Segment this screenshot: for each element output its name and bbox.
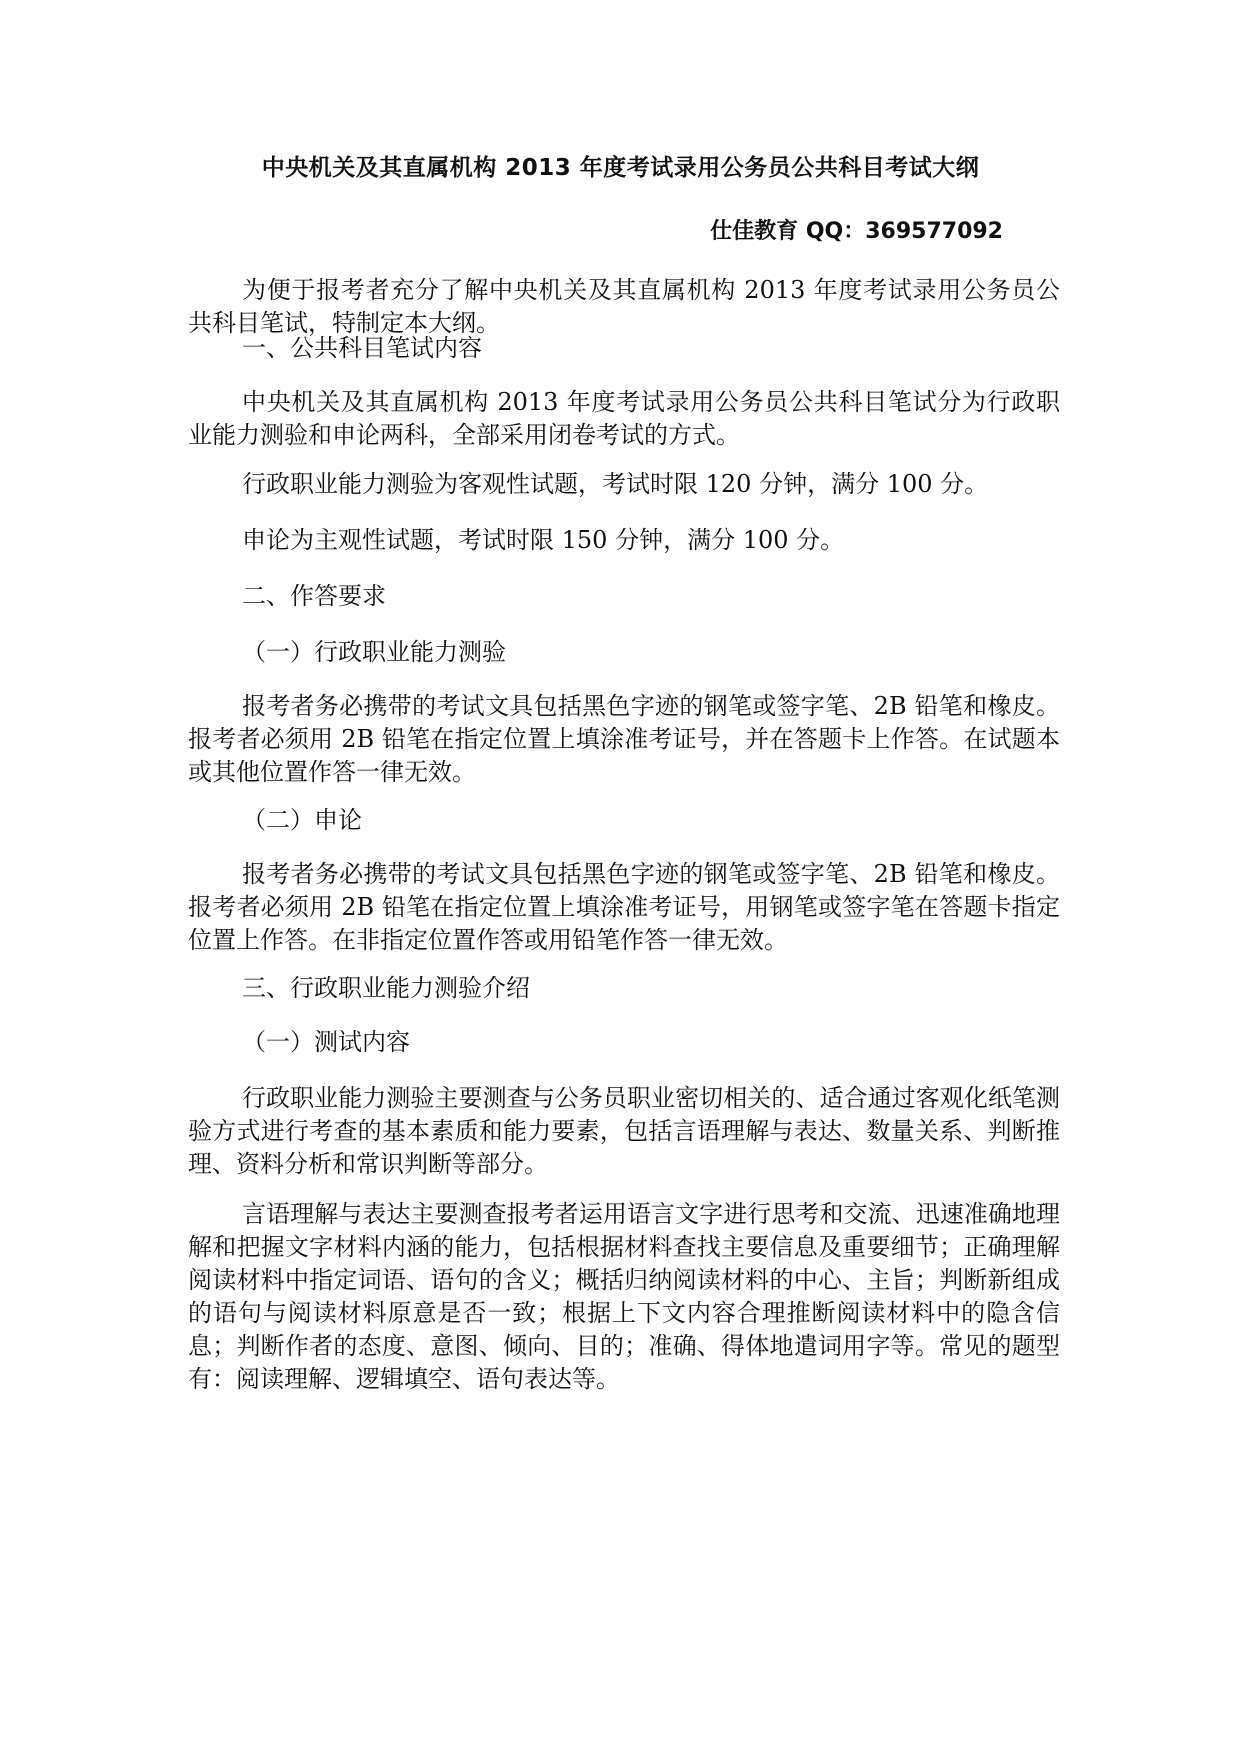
paragraph-aptitude-test-info: 行政职业能力测验为客观性试题，考试时限 120 分钟，满分 100 分。 bbox=[242, 470, 989, 498]
subsection-heading-test-content: （一）测试内容 bbox=[242, 1028, 410, 1056]
intro-paragraph: 为便于报考者充分了解中央机关及其直属机构 2013 年度考试录用公务员公共科目笔试，特制定本大纲。 bbox=[188, 276, 1060, 337]
document-byline: 仕佳教育 QQ：369577092 bbox=[710, 219, 1003, 244]
paragraph-aptitude-requirements: 报考者务必携带的考试文具包括黑色字迹的钢笔或签字笔、2B 铅笔和橡皮。报考者必须用 2B 铅笔在指定位置上填涂准考证号，并在答题卡上作答。在试题本或其他位置作答一律无效。 bbox=[188, 692, 1060, 786]
subsection-heading-essay: （二）申论 bbox=[242, 806, 362, 834]
section-heading-1: 一、公共科目笔试内容 bbox=[242, 334, 482, 362]
paragraph-test-content: 行政职业能力测验主要测查与公务员职业密切相关的、适合通过客观化纸笔测验方式进行考查的基本素质和能力要素，包括言语理解与表达、数量关系、判断推理、资料分析和常识判断等部分。 bbox=[188, 1084, 1060, 1178]
section-heading-3: 三、行政职业能力测验介绍 bbox=[242, 974, 530, 1002]
section-heading-2: 二、作答要求 bbox=[242, 582, 386, 610]
paragraph-verbal-comprehension: 言语理解与表达主要测查报考者运用语言文字进行思考和交流、迅速准确地理解和把握文字材料内涵的能力，包括根据材料查找主要信息及重要细节；正确理解阅读材料中指定词语、语句的含义；概括归纳阅读材料的中心、主旨；判断新组成的语句与阅读材料原意是否一致；根据上下文内容合理推断阅读材料中的隐含信息；判断作者的态度、意图、倾向、目的；准确、得体地遣词用字等。常见的题型有：阅读理解、逻辑填空、语句表达等。 bbox=[188, 1200, 1060, 1393]
document-title: 中央机关及其直属机构 2013 年度考试录用公务员公共科目考试大纲 bbox=[261, 155, 980, 181]
paragraph-exam-subjects: 中央机关及其直属机构 2013 年度考试录用公务员公共科目笔试分为行政职业能力测验和申论两科，全部采用闭卷考试的方式。 bbox=[188, 388, 1060, 449]
paragraph-essay-info: 申论为主观性试题，考试时限 150 分钟，满分 100 分。 bbox=[242, 526, 845, 554]
paragraph-essay-requirements: 报考者务必携带的考试文具包括黑色字迹的钢笔或签字笔、2B 铅笔和橡皮。报考者必须用 2B 铅笔在指定位置上填涂准考证号，用钢笔或签字笔在答题卡指定位置上作答。在非指定位置作答或用铅笔作答一律无效。 bbox=[188, 860, 1060, 954]
subsection-heading-aptitude: （一）行政职业能力测验 bbox=[242, 638, 506, 666]
